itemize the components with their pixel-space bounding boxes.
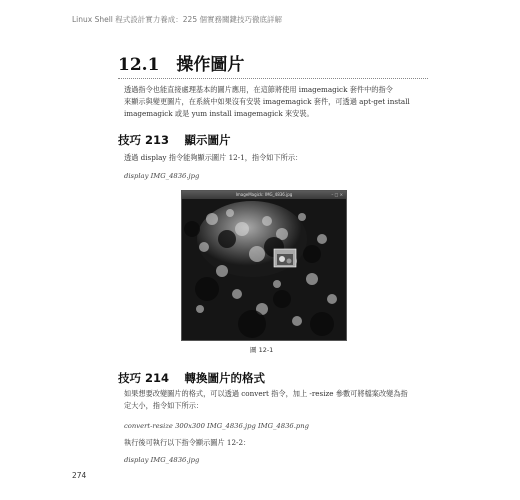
tree-photo: [182, 199, 346, 340]
intro-paragraph: [124, 84, 424, 120]
page-number: 274: [72, 471, 87, 480]
intro-line-1: 透過指令也能直接處理基本的圖片應用，在這節將使用 imagemagick 套件中的指令: [124, 85, 393, 94]
tip-214-code-convert: convert-resize 300x300 IMG_4836.jpg IMG_4836.png: [124, 422, 309, 430]
tip-214-follow-text: 執行後可執行以下指令顯示圖片 12-2：: [124, 438, 251, 447]
figure-caption: 圖 12-1: [250, 346, 274, 354]
tip-213-code: display IMG_4836.jpg: [124, 172, 200, 180]
intro-line-2: 來顯示與變更圖片，在系統中如果沒有安裝 imagemagick 套件，可透過 apt-get install: [124, 97, 410, 106]
tip-214-description: [124, 388, 424, 412]
tip-214-heading: 技巧 214 轉換圖片的格式: [118, 371, 266, 385]
tip-214-line-1: 如果想要改變圖片的格式，可以透過 convert 指令，加上 -resize 參數可將檔案改變為指: [124, 389, 408, 398]
intro-line-3: imagemagick 或是 yum install imagemagick 來安裝。: [124, 109, 314, 118]
figure-12-1-screenshot: [181, 190, 347, 341]
tip-214-code-display: display IMG_4836.jpg: [124, 456, 200, 464]
window-titlebar: [182, 191, 346, 199]
window-buttons: – □ ×: [331, 192, 343, 197]
tip-214-line-2: 定大小，指令如下所示：: [124, 401, 204, 410]
section-heading: [118, 50, 428, 79]
tip-213-description: 透過 display 指令能夠顯示圖片 12-1，指令如下所示：: [124, 153, 303, 162]
window-title: ImageMagick: IMG_4836.jpg: [235, 192, 293, 197]
tip-213-heading: 技巧 213 顯示圖片: [118, 133, 231, 147]
section-title: 12.1 操作圖片: [118, 55, 245, 75]
running-header: Linux Shell 程式設計實力養成：225 個實務關鍵技巧徹底詳解: [72, 15, 282, 24]
